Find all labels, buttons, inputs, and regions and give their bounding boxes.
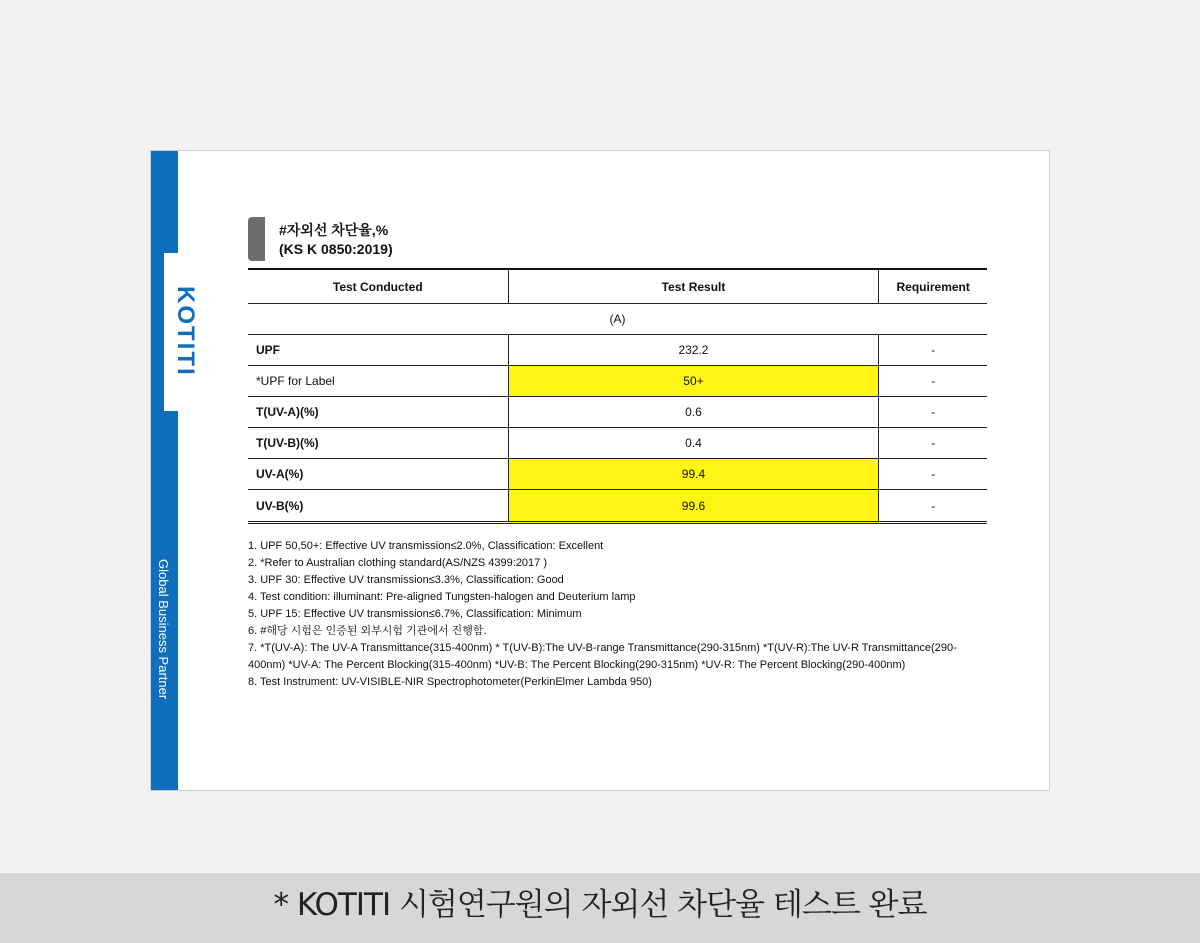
row-requirement: - (879, 459, 987, 490)
row-requirement: - (879, 366, 987, 397)
footnote: 3. UPF 30: Effective UV transmission≤3.3%, Classification: Good (248, 574, 564, 586)
title-line-1: #자외선 차단율,% (279, 222, 389, 238)
table-header-row (248, 269, 987, 304)
footnote: 5. UPF 15: Effective UV transmission≤6.7%, Classification: Minimum (248, 608, 582, 620)
header-test-result: Test Result (508, 269, 879, 304)
table-row (248, 366, 987, 397)
table-row (248, 428, 987, 459)
table-row (248, 490, 987, 523)
footnote: 2. *Refer to Australian clothing standard(AS/NZS 4399:2017 ) (248, 557, 548, 569)
sample-label: (A) (248, 304, 987, 335)
header-test-conducted: Test Conducted (248, 269, 508, 304)
footnote: 1. UPF 50,50+: Effective UV transmission≤2.0%, Classification: Excellent (248, 540, 604, 552)
row-label: UV-B(%) (248, 490, 508, 523)
row-result-highlighted: 99.6 (508, 490, 879, 523)
row-requirement: - (879, 490, 987, 523)
row-result-highlighted: 50+ (508, 366, 879, 397)
row-label: T(UV-B)(%) (248, 428, 508, 459)
row-requirement: - (879, 428, 987, 459)
header-requirement: Requirement (879, 269, 987, 304)
footnote: 4. Test condition: illuminant: Pre-aligned Tungsten-halogen and Deuterium lamp (248, 591, 636, 603)
footnote: 8. Test Instrument: UV-VISIBLE-NIR Spectrophotometer(PerkinElmer Lambda 950) (248, 676, 652, 688)
footnotes (248, 538, 968, 691)
kotiti-logo: KOTITI (172, 286, 199, 377)
title-line-2: (KS K 0850:2019) (279, 241, 393, 257)
row-label: UV-A(%) (248, 459, 508, 490)
row-result: 0.4 (508, 428, 879, 459)
row-label: T(UV-A)(%) (248, 397, 508, 428)
row-result: 232.2 (508, 335, 879, 366)
row-label: UPF (248, 335, 508, 366)
row-requirement: - (879, 335, 987, 366)
table-row (248, 335, 987, 366)
sample-row (248, 304, 987, 335)
report-card (150, 150, 1050, 791)
caption-text: * KOTITI 시험연구원의 자외선 차단율 테스트 완료 (273, 887, 927, 923)
row-result: 0.6 (508, 397, 879, 428)
row-result-highlighted: 99.4 (508, 459, 879, 490)
tagline: Global Business Partner (156, 559, 171, 700)
results-table (248, 268, 987, 524)
title-marker (248, 217, 265, 261)
footnote: 7. *T(UV-A): The UV-A Transmittance(315-400nm) * T(UV-B):The UV-B-range Transmittance(290-315nm) *T(UV-R):The UV-R Transmittance(290-400nm) *UV-A: The Percent Blocking(315-400nm) *UV-B: The Percent Blocking(290-315nm) *UV-R: The Percent Blocking(290-400nm) (248, 642, 957, 671)
table-row (248, 397, 987, 428)
caption-bar (0, 873, 1200, 943)
row-label: *UPF for Label (248, 366, 508, 397)
table-row (248, 459, 987, 490)
footnote: 6. #해당 시험은 인증된 외부시험 기관에서 진행함. (248, 625, 487, 637)
row-requirement: - (879, 397, 987, 428)
